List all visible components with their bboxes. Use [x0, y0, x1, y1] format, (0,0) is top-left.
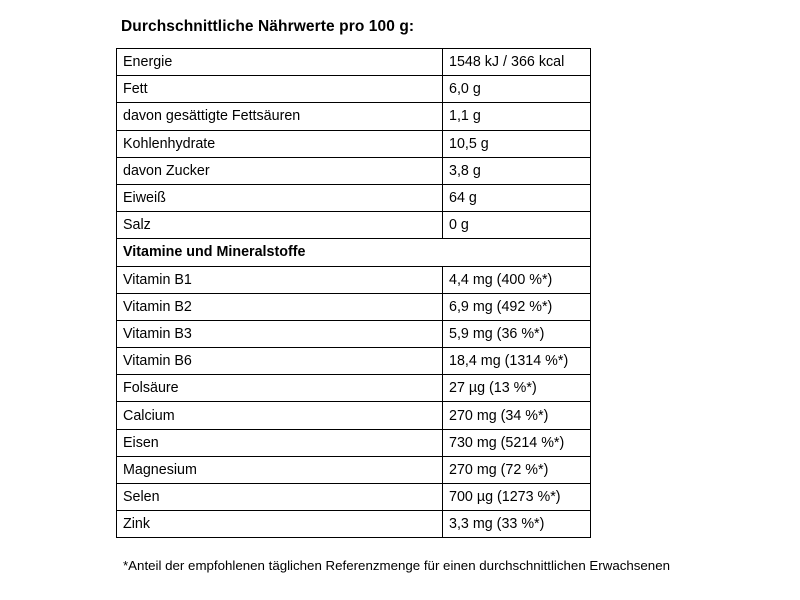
table-row — [117, 511, 591, 538]
nutrient-name: Calcium — [117, 402, 443, 429]
table-row — [117, 266, 591, 293]
table-row — [117, 49, 591, 76]
page-title: Durchschnittliche Nährwerte pro 100 g: — [121, 18, 415, 35]
table-row — [117, 76, 591, 103]
table-row — [117, 320, 591, 347]
nutrient-value: 6,9 mg (492 %*) — [443, 293, 591, 320]
nutrient-value: 3,8 g — [443, 157, 591, 184]
nutrient-name: Salz — [117, 212, 443, 239]
nutrition-table-wrapper — [116, 48, 591, 538]
nutrient-name: Eiweiß — [117, 184, 443, 211]
nutrient-name: Kohlenhydrate — [117, 130, 443, 157]
nutrient-name: davon gesättigte Fettsäuren — [117, 103, 443, 130]
nutrient-name: Vitamin B2 — [117, 293, 443, 320]
table-row — [117, 484, 591, 511]
nutrient-name: Fett — [117, 76, 443, 103]
nutrient-name: Vitamin B3 — [117, 320, 443, 347]
nutrient-value: 4,4 mg (400 %*) — [443, 266, 591, 293]
table-row — [117, 402, 591, 429]
table-row — [117, 130, 591, 157]
nutrient-value: 10,5 g — [443, 130, 591, 157]
nutrient-name: Selen — [117, 484, 443, 511]
nutrient-name: Vitamin B6 — [117, 348, 443, 375]
nutrient-value: 1,1 g — [443, 103, 591, 130]
nutrient-value: 18,4 mg (1314 %*) — [443, 348, 591, 375]
table-row — [117, 157, 591, 184]
table-row — [117, 429, 591, 456]
nutrient-name: Zink — [117, 511, 443, 538]
nutrient-name: Eisen — [117, 429, 443, 456]
nutrient-value: 64 g — [443, 184, 591, 211]
nutrient-value: 270 mg (34 %*) — [443, 402, 591, 429]
table-row — [117, 212, 591, 239]
table-row — [117, 375, 591, 402]
nutrient-value: 3,3 mg (33 %*) — [443, 511, 591, 538]
nutrient-value: 730 mg (5214 %*) — [443, 429, 591, 456]
nutrient-value: 700 µg (1273 %*) — [443, 484, 591, 511]
table-row — [117, 103, 591, 130]
nutrient-name: Folsäure — [117, 375, 443, 402]
nutrient-value: 5,9 mg (36 %*) — [443, 320, 591, 347]
nutrient-name: Vitamin B1 — [117, 266, 443, 293]
table-row — [117, 293, 591, 320]
table-row — [117, 456, 591, 483]
section-heading-row — [117, 239, 591, 266]
table-row — [117, 184, 591, 211]
section-heading: Vitamine und Mineralstoffe — [117, 239, 591, 266]
table-row — [117, 348, 591, 375]
nutrient-value: 0 g — [443, 212, 591, 239]
nutrient-name: Energie — [117, 49, 443, 76]
nutrient-value: 270 mg (72 %*) — [443, 456, 591, 483]
nutrient-value: 6,0 g — [443, 76, 591, 103]
nutrition-table — [116, 48, 591, 538]
nutrient-value: 27 µg (13 %*) — [443, 375, 591, 402]
nutrient-value: 1548 kJ / 366 kcal — [443, 49, 591, 76]
footnote: *Anteil der empfohlenen täglichen Referenzmenge für einen durchschnittlichen Erwachsenen — [123, 558, 670, 573]
nutrient-name: Magnesium — [117, 456, 443, 483]
nutrient-name: davon Zucker — [117, 157, 443, 184]
